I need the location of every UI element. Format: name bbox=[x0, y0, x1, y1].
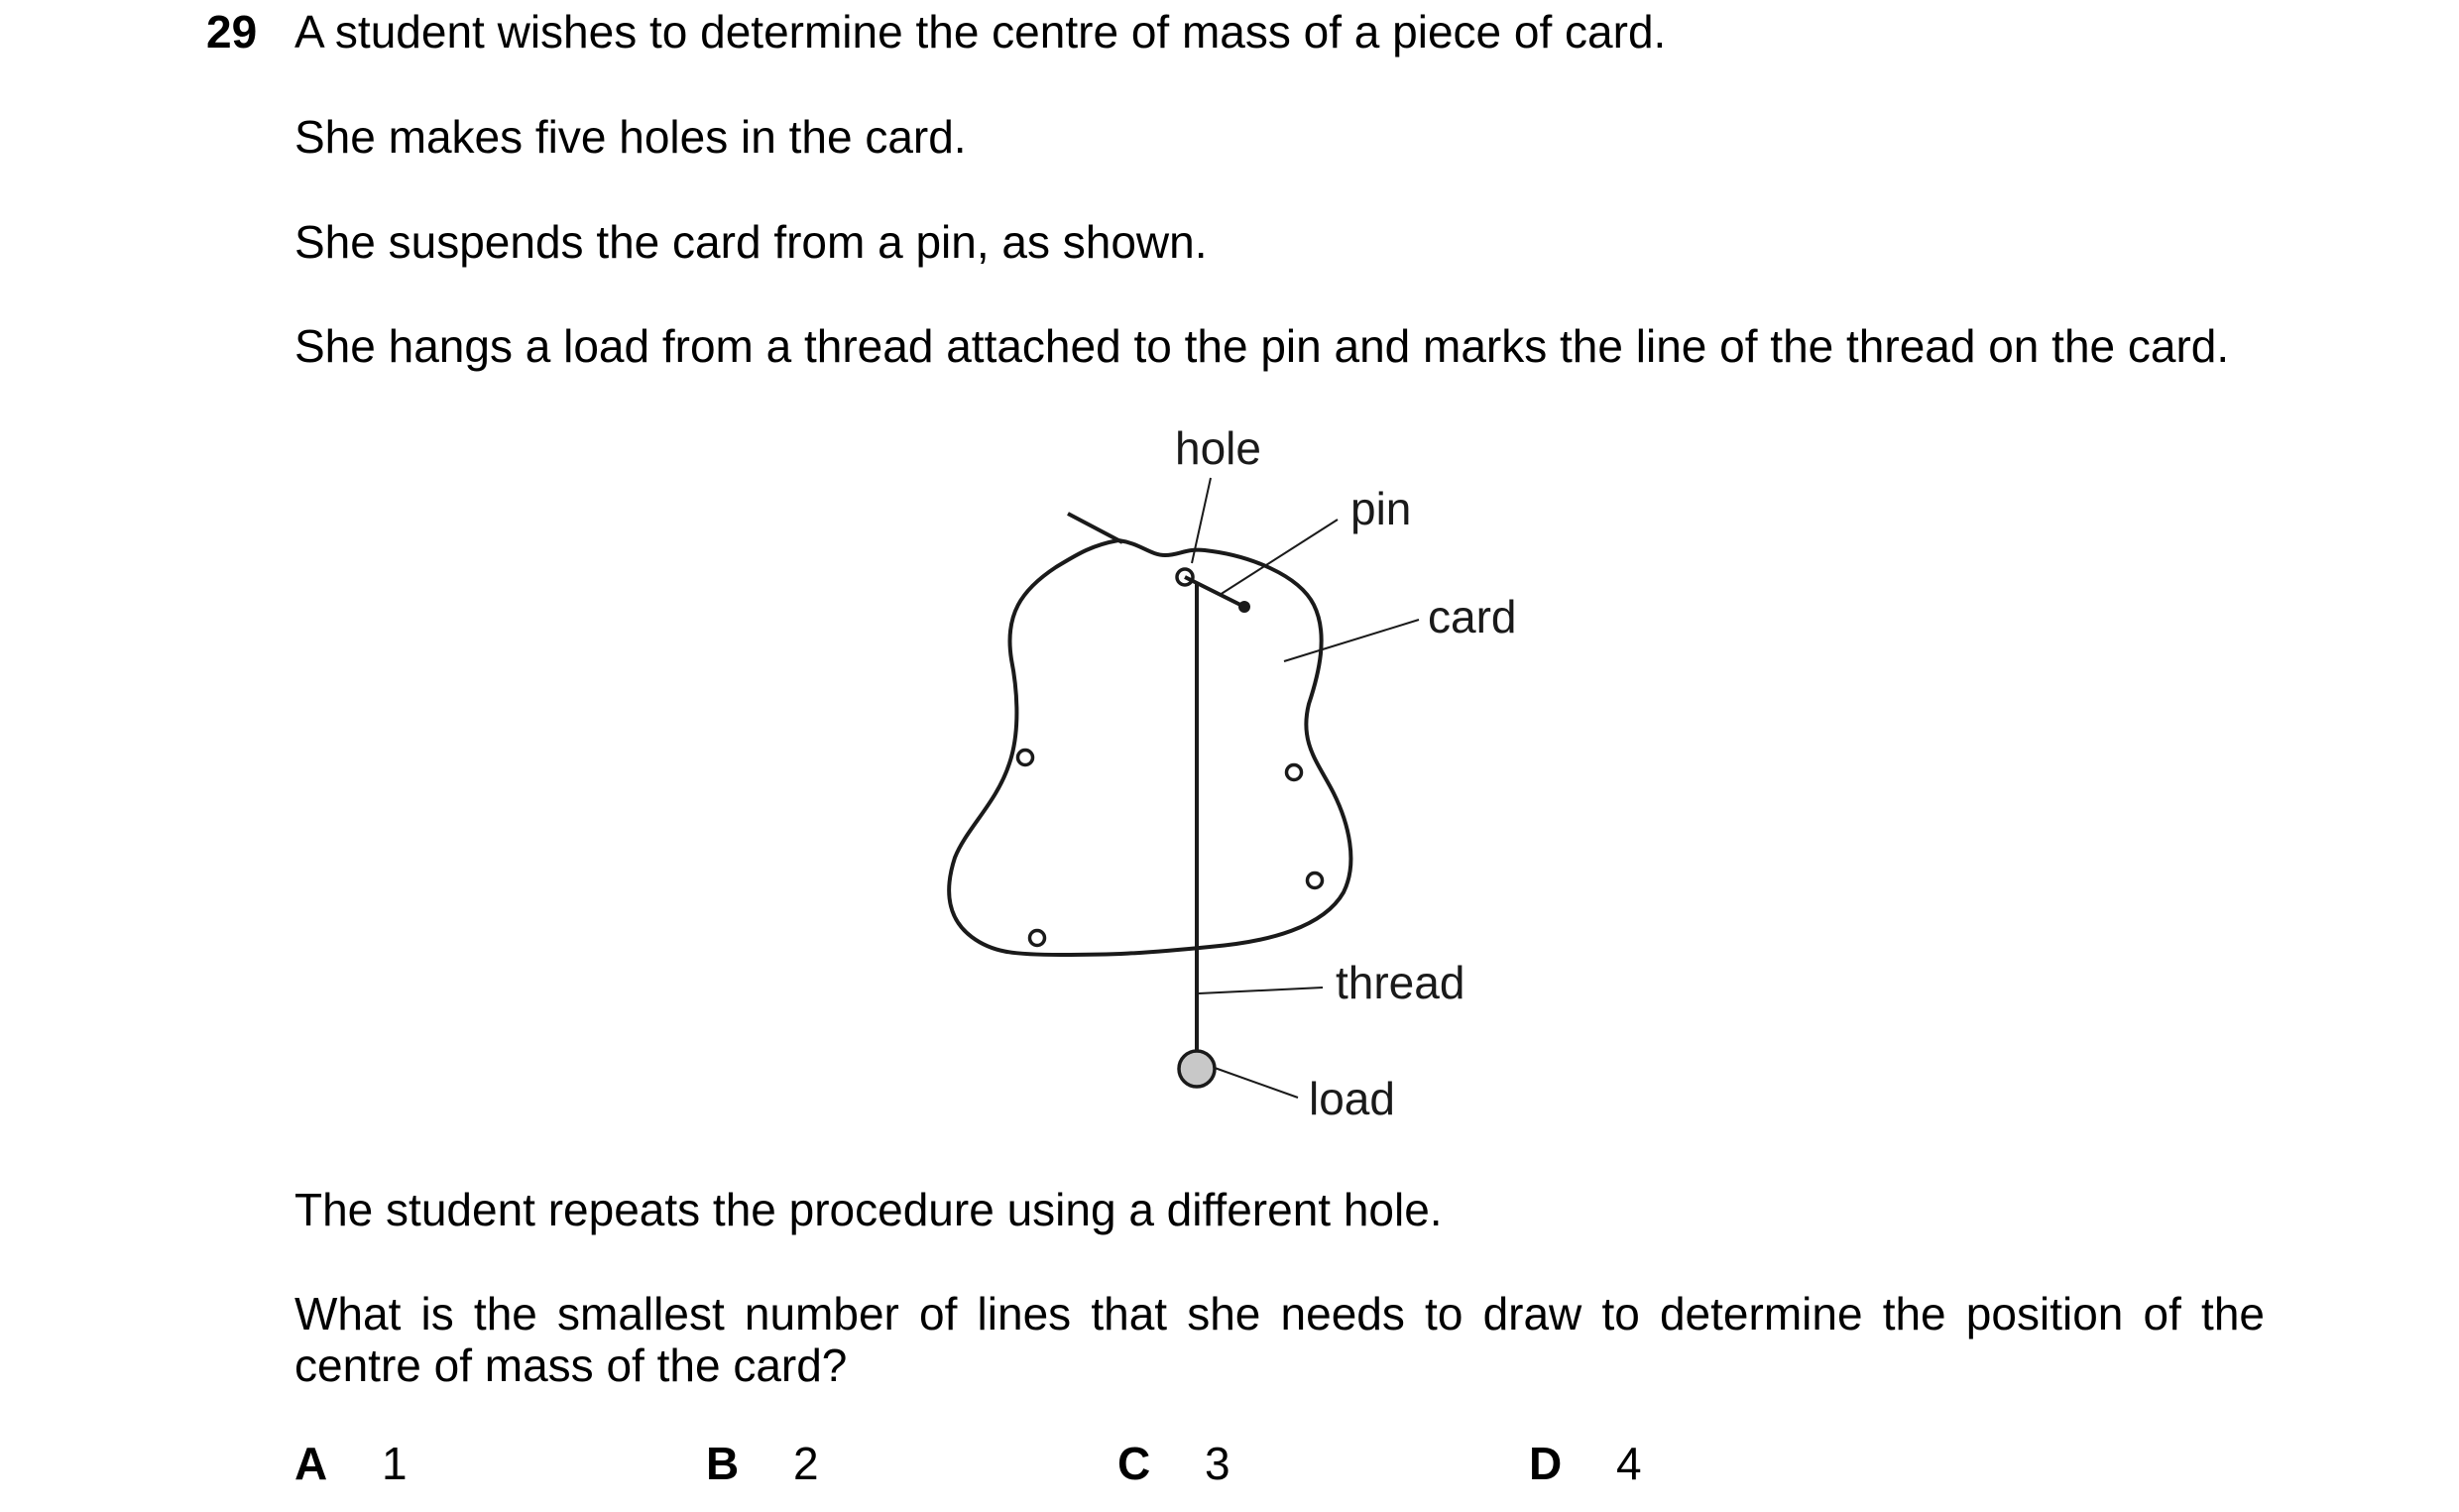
option-a-value: 1 bbox=[382, 1438, 408, 1489]
question-prompt: What is the smallest number of lines that she needs to draw to determine the position of the centre of mass of the card? bbox=[294, 1288, 2265, 1391]
card-leader-line bbox=[1284, 620, 1419, 661]
label-pin: pin bbox=[1350, 483, 1412, 534]
label-thread: thread bbox=[1336, 957, 1465, 1008]
option-c-letter: C bbox=[1117, 1438, 1151, 1489]
load-mass bbox=[1179, 1051, 1215, 1087]
option-b[interactable] bbox=[706, 1438, 819, 1489]
option-d[interactable] bbox=[1529, 1438, 1642, 1489]
hole-right-upper bbox=[1287, 765, 1302, 780]
hole-bottom-left bbox=[1030, 931, 1045, 946]
option-b-letter: B bbox=[706, 1438, 740, 1489]
card-outline bbox=[949, 540, 1350, 955]
option-a-letter: A bbox=[294, 1438, 328, 1489]
pin-head bbox=[1238, 601, 1250, 613]
thread-leader-line bbox=[1199, 988, 1323, 993]
stem-line-3: She suspends the card from a pin, as shown. bbox=[294, 216, 1208, 268]
label-load: load bbox=[1309, 1073, 1395, 1124]
stem-line-2: She makes five holes in the card. bbox=[294, 111, 967, 163]
label-card: card bbox=[1428, 591, 1517, 642]
load-leader-line bbox=[1215, 1068, 1298, 1098]
option-a[interactable] bbox=[294, 1438, 408, 1489]
question-number: 29 bbox=[206, 6, 258, 58]
stem-line-4: She hangs a load from a thread attached to the pin and marks the line of the thread on the card. bbox=[294, 320, 2230, 372]
hole-left bbox=[1018, 751, 1033, 765]
option-d-letter: D bbox=[1529, 1438, 1563, 1489]
hole-right-lower bbox=[1308, 873, 1323, 888]
label-hole: hole bbox=[1175, 422, 1261, 474]
option-c-value: 3 bbox=[1205, 1438, 1230, 1489]
option-c[interactable] bbox=[1117, 1438, 1230, 1489]
option-b-value: 2 bbox=[793, 1438, 819, 1489]
option-d-value: 4 bbox=[1616, 1438, 1642, 1489]
after-line-1: The student repeats the procedure using a different hole. bbox=[294, 1184, 1443, 1235]
card-tab-line bbox=[1068, 514, 1122, 542]
stem-line-1: A student wishes to determine the centre of mass of a piece of card. bbox=[294, 6, 1667, 58]
pin bbox=[1185, 577, 1244, 607]
